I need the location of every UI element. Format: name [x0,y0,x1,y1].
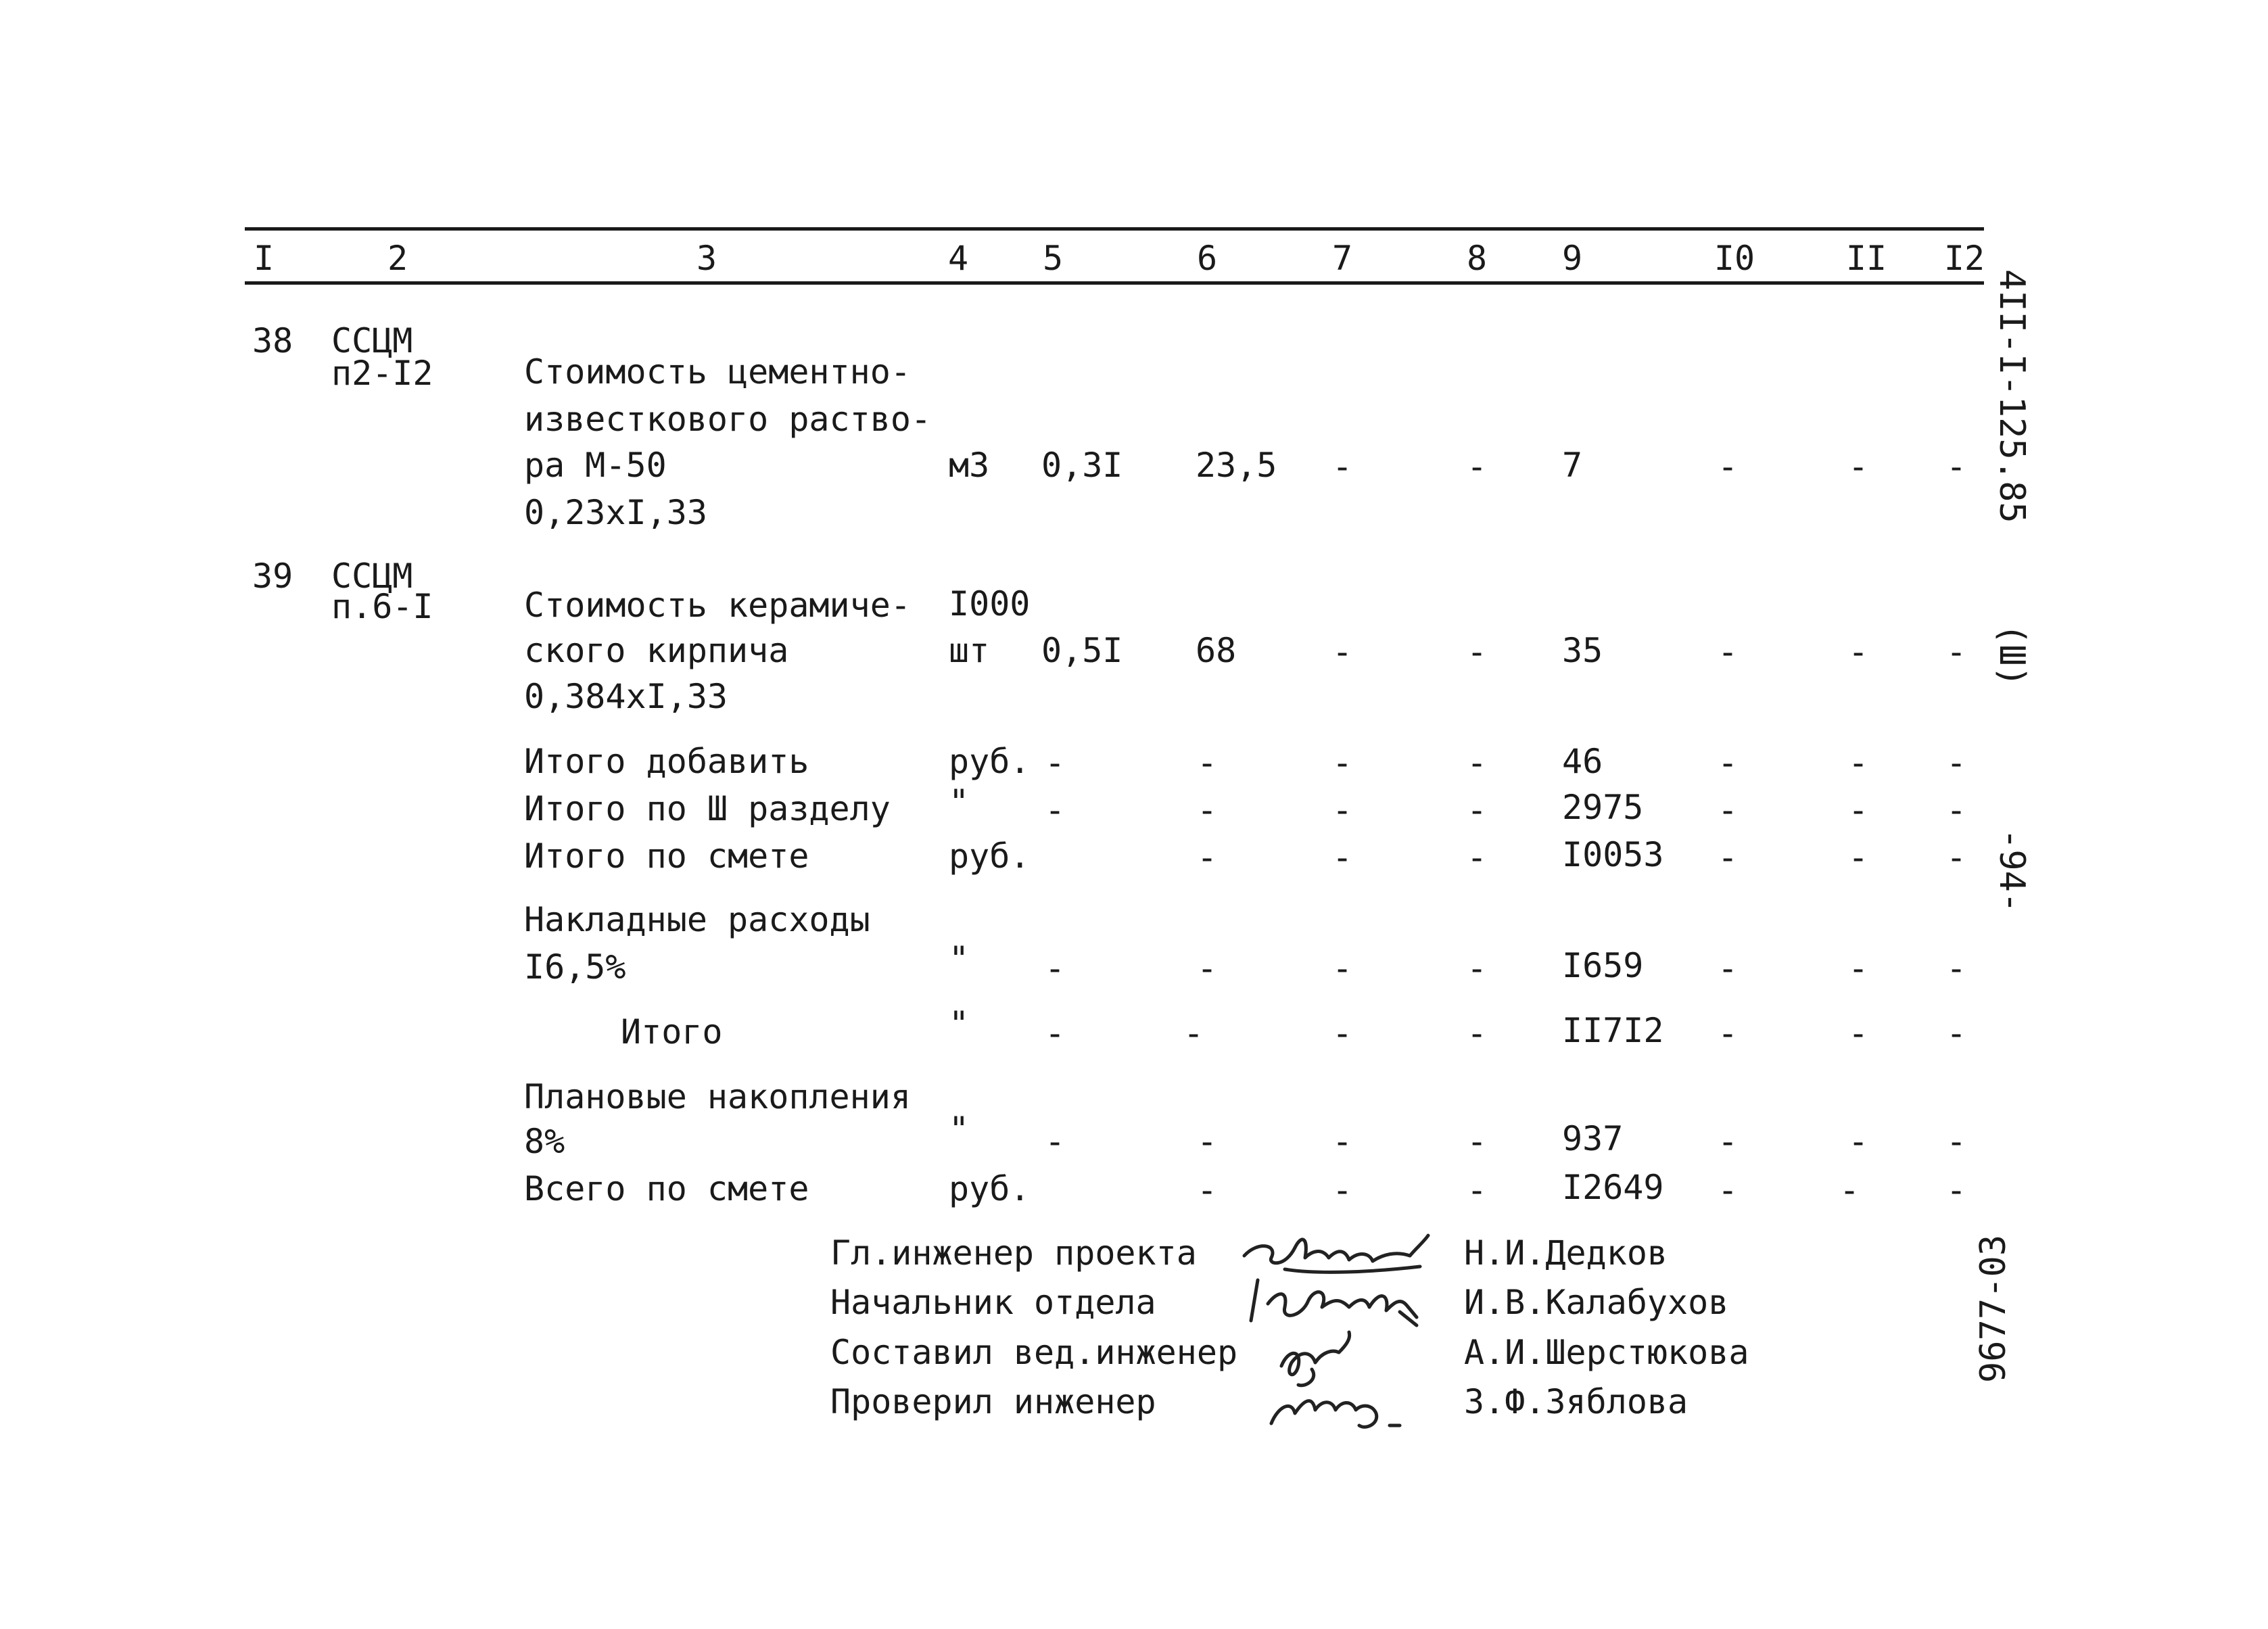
cell-col7: - [1331,790,1353,830]
cell-col10: - [1717,1014,1739,1053]
cell-col5: 0,5I [1041,631,1123,670]
cell-col6: - [1196,743,1218,782]
cell-col11: - [1847,447,1869,486]
total-label: Плановые накопления [524,1077,911,1116]
cell-col10: - [1717,632,1739,671]
table-top-rule [245,227,1984,231]
cell-col12: - [1945,1171,1967,1210]
cell-col9: II7I2 [1562,1011,1664,1050]
col-header-4: 4 [947,239,969,278]
cell-col11: - [1847,632,1869,671]
handwritten-signature [1248,1270,1430,1334]
cell-col5: - [1044,1014,1066,1053]
total-label: Итого по смете [524,836,809,876]
cell-col5: - [1044,1122,1066,1161]
row-code: ССЦМ [331,321,413,360]
signer-role: Гл.инженер проекта [830,1233,1197,1273]
col-header-5: 5 [1042,239,1064,278]
cell-col11: - [1847,838,1869,877]
cell-col7: - [1331,632,1353,671]
cell-col7: - [1331,838,1353,877]
cell-col6: - [1196,949,1218,988]
cell-col8: - [1466,447,1488,486]
cell-col7: - [1331,743,1353,782]
cell-col8: - [1466,1171,1488,1210]
total-label: 8% [524,1122,565,1161]
total-label: Итого добавить [524,742,809,781]
cell-col8: - [1466,838,1488,877]
row-unit: I000 [949,584,1031,623]
cell-col8: - [1466,1122,1488,1161]
row-number: 38 [252,321,293,360]
signer-role: Составил вед.инженер [830,1333,1238,1372]
cell-col10: - [1717,743,1739,782]
cell-col10: - [1717,1122,1739,1161]
signer-name: И.В.Калабухов [1464,1283,1729,1322]
total-unit: " [949,1110,970,1149]
row-code: ССЦМ [331,557,413,596]
cell-col12: - [1945,790,1967,830]
cell-col6: - [1196,1171,1218,1210]
cell-col11: - [1847,1014,1869,1053]
cell-col11: - [1847,743,1869,782]
signer-name: Н.И.Дедков [1464,1233,1668,1273]
cell-col6: 23,5 [1196,446,1277,485]
cell-col6: 68 [1196,631,1237,670]
cell-col9: 937 [1562,1119,1624,1158]
cell-col11: - [1839,1171,1860,1210]
total-label: Итого [621,1012,723,1052]
total-unit: " [949,1004,970,1043]
cell-col8: - [1466,790,1488,830]
cell-col6: - [1196,790,1218,830]
cell-col12: - [1945,447,1967,486]
cell-col12: - [1945,1014,1967,1053]
total-label: Итого по Ш разделу [524,789,891,828]
doc-code-vertical: 4II-I-125.85 [1991,269,2032,523]
row-description: 0,23хI,33 [524,493,707,532]
total-unit: руб. [949,742,1031,781]
row-unit: м3 [949,446,990,485]
cell-col12: - [1945,743,1967,782]
cell-col7: - [1331,1122,1353,1161]
cell-col11: - [1847,949,1869,988]
row-code: п2-I2 [331,354,433,393]
cell-col9: 2975 [1562,788,1644,827]
signer-role: Начальник отдела [830,1283,1156,1322]
cell-col8: - [1466,743,1488,782]
cell-col10: - [1717,838,1739,877]
total-unit: руб. [949,1169,1031,1208]
col-header-3: 3 [696,239,717,278]
cell-col12: - [1945,838,1967,877]
cell-col12: - [1945,632,1967,671]
cell-col7: - [1331,949,1353,988]
cell-col8: - [1466,1014,1488,1053]
cell-col9: 35 [1562,631,1603,670]
cell-col6: - [1196,838,1218,877]
total-label: Всего по смете [524,1169,809,1208]
table-header-rule [245,281,1984,285]
section-mark-vertical: (Ш) [1991,623,2032,687]
cell-col9: I659 [1562,946,1644,985]
cell-col10: - [1717,447,1739,486]
row-code: п.6-I [331,587,433,626]
cell-col9: I2649 [1562,1168,1664,1207]
total-label: I6,5% [524,947,626,987]
row-description: 0,384хI,33 [524,677,728,716]
cell-col6: - [1196,1122,1218,1161]
col-header-1: I [253,239,275,278]
col-header-9: 9 [1561,239,1583,278]
cell-col5: 0,3I [1041,446,1123,485]
row-description: Стоимость керамиче- [524,586,911,625]
col-header-2: 2 [387,239,408,278]
cell-col7: - [1331,447,1353,486]
col-header-7: 7 [1331,239,1353,278]
cell-col8: - [1466,949,1488,988]
handwritten-signature [1265,1373,1413,1434]
cell-col5: - [1044,743,1066,782]
cell-col9: 7 [1562,446,1583,485]
cell-col8: - [1466,632,1488,671]
col-header-12: I2 [1943,239,1985,278]
cell-col12: - [1945,1122,1967,1161]
total-unit: " [949,782,970,822]
signer-name: З.Ф.Зяблова [1464,1382,1688,1421]
cell-col9: I0053 [1562,835,1664,874]
row-description: Стоимость цементно- [524,352,911,392]
cell-col10: - [1717,1171,1739,1210]
total-unit: " [949,939,970,978]
row-description: известкового раство- [524,400,932,439]
cell-col9: 46 [1562,742,1603,781]
col-header-10: I0 [1714,239,1755,278]
cell-col7: - [1331,1014,1353,1053]
row-number: 39 [252,557,293,596]
signer-role: Проверил инженер [830,1382,1156,1421]
total-unit: руб. [949,836,1031,876]
inventory-number-vertical: 9677-03 [1973,1234,2014,1383]
total-label: Накладные расходы [524,900,870,939]
col-header-6: 6 [1196,239,1218,278]
col-header-8: 8 [1466,239,1488,278]
cell-col10: - [1717,790,1739,830]
signer-name: А.И.Шерстюкова [1464,1333,1749,1372]
col-header-11: II [1845,239,1887,278]
cell-col12: - [1945,949,1967,988]
cell-col7: - [1331,1171,1353,1210]
cell-col10: - [1717,949,1739,988]
row-description: ского кирпича [524,631,789,670]
row-description: ра М-50 [524,446,667,485]
cell-col5: - [1044,790,1066,830]
cell-col6: - [1183,1014,1204,1053]
row-unit: шт [949,631,990,670]
cell-col11: - [1847,1122,1869,1161]
cell-col11: - [1847,790,1869,830]
cell-col5: - [1044,949,1066,988]
page-number-vertical: -94- [1991,828,2032,914]
